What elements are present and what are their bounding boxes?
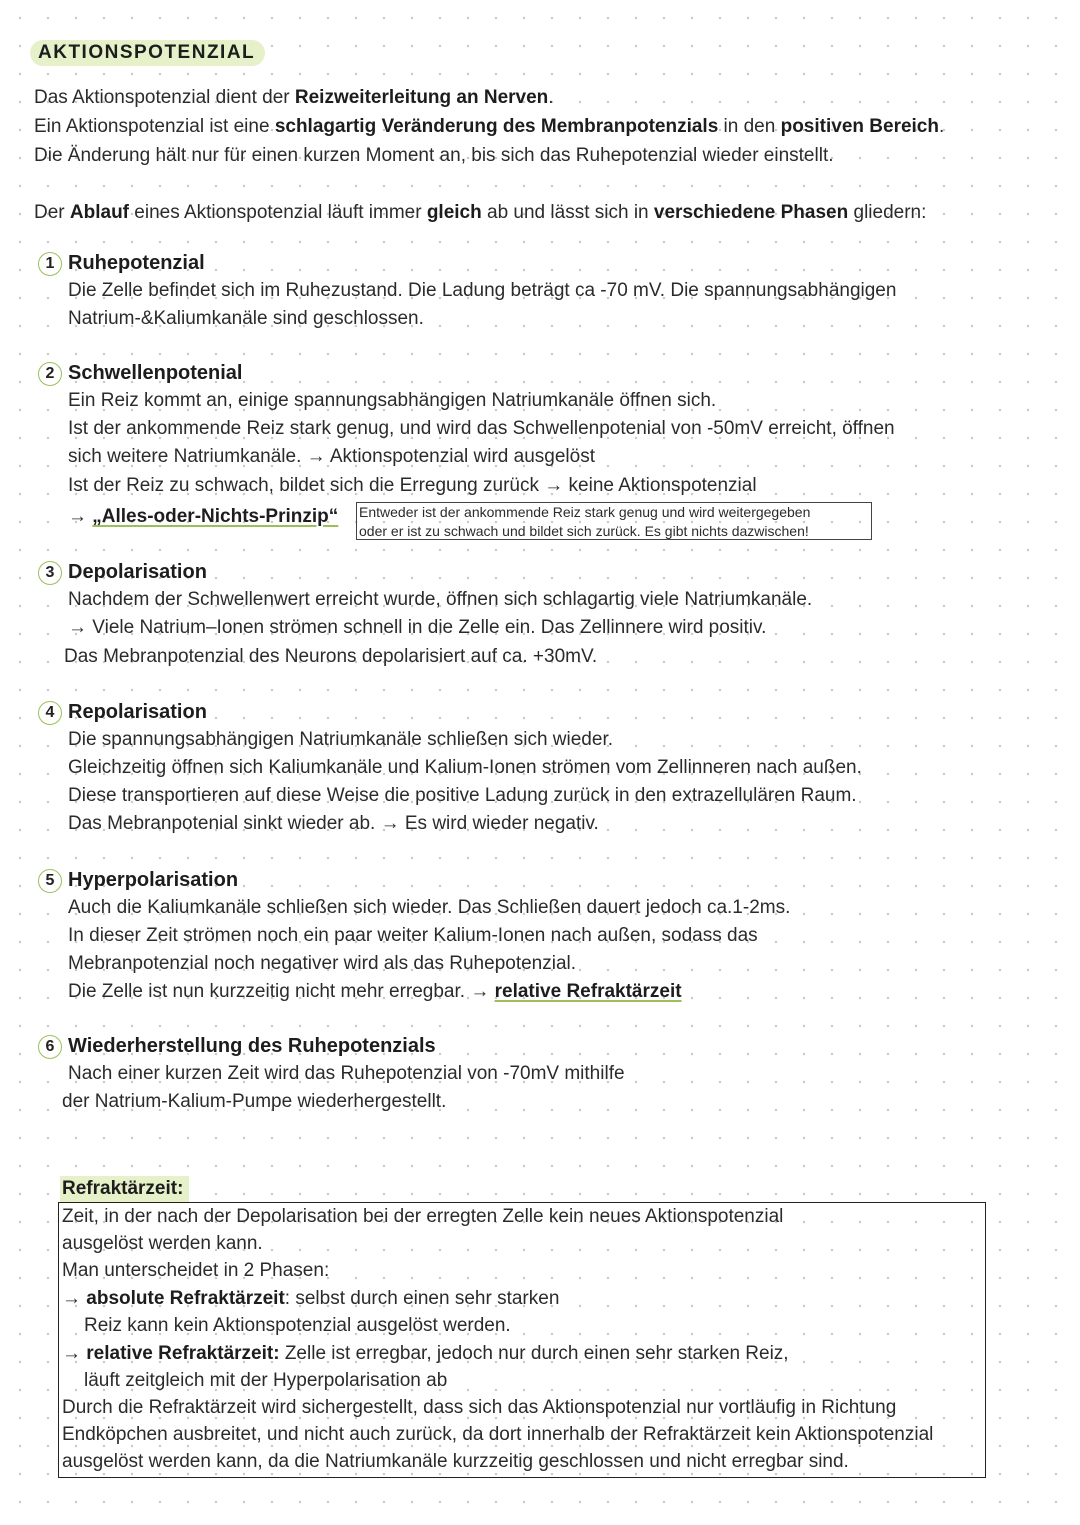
arrow-icon: → [68, 506, 93, 527]
text: . [548, 87, 554, 108]
text: Das Aktionspotenzial dient der [34, 87, 295, 108]
phase-line: In dieser Zeit strömen noch ein paar weiter Kalium-Ionen nach außen, sodass das [68, 925, 758, 946]
phase-title: Schwellenpotenial [68, 362, 243, 384]
text: in den [718, 116, 781, 137]
principle-term: „Alles-oder-Nichts-Prinzip“ [92, 506, 339, 527]
phase-title: Wiederherstellung des Ruhepotenzials [68, 1035, 436, 1057]
text: Die Zelle ist nun kurzzeitig nicht mehr erregbar. → [68, 981, 495, 1002]
text: eines Aktionspotenzial läuft immer [129, 202, 427, 223]
emphasis: Ablauf [69, 202, 130, 223]
emphasis: schlagartig Veränderung des Membranpotenzials [274, 116, 719, 137]
emphasis: gleich [426, 202, 482, 223]
phase-number-badge: 2 [38, 362, 62, 386]
text: Ein Aktionspotenzial ist eine [34, 116, 275, 137]
phase-line: Diese transportieren auf diese Weise die positive Ladung zurück in den extrazellulären Raum. [68, 785, 857, 806]
emphasis: positiven Bereich [780, 116, 939, 137]
phase-number-badge: 4 [38, 701, 62, 725]
phase-line [68, 978, 682, 1006]
refractory-line: Durch die Refraktärzeit wird sichergestellt, dass sich das Aktionspotenzial nur vortläufig in Richtung [62, 1397, 897, 1418]
phase-line: Das Mebranpotenial sinkt wieder ab. → Es wird wieder negativ. [68, 813, 599, 834]
phase-number-badge: 5 [38, 869, 62, 893]
text: ab und lässt sich in [481, 202, 654, 223]
phase-line: Mebranpotenzial noch negativer wird als das Ruhepotenzial. [68, 953, 577, 974]
phase-title: Repolarisation [68, 701, 207, 723]
phase-line: Gleichzeitig öffnen sich Kaliumkanäle und Kalium-Ionen strömen vom Zellinneren nach außen. [68, 757, 862, 778]
phase-line: Die Zelle befindet sich im Ruhezustand. Die Ladung beträgt ca -70 mV. Die spannungsabhängigen [68, 280, 897, 301]
intro-line-2 [34, 113, 944, 141]
phase-number-badge: 3 [38, 561, 62, 585]
text: . [938, 116, 945, 137]
refractory-line: ausgelöst werden kann. [62, 1233, 263, 1254]
term: absolute Refraktärzeit [86, 1288, 285, 1309]
phase-line: Ist der ankommende Reiz stark genug, und wird das Schwellenpotenial von -50mV erreicht, öffnen [68, 418, 895, 439]
text: gliedern: [848, 202, 927, 223]
refractory-label: Refraktärzeit: [60, 1176, 189, 1202]
page-title: AKTIONSPOTENZIAL [30, 40, 265, 66]
refractory-line: Zeit, in der nach der Depolarisation bei der erregten Zelle kein neues Aktionspotenzial [62, 1206, 784, 1227]
refractory-line: ausgelöst werden kann, da die Natriumkanäle kurzzeitig geschlossen und nicht erregbar sind. [62, 1451, 849, 1472]
intro-line-1 [34, 84, 554, 112]
refractory-line: Reiz kann kein Aktionspotenzial ausgelöst werden. [84, 1315, 511, 1336]
refractory-line: läuft zeitgleich mit der Hyperpolarisation ab [84, 1370, 448, 1391]
note-line: Entweder ist der ankommende Reiz stark genug und wird weitergegeben [359, 504, 811, 520]
intro-line-3: Die Änderung hält nur für einen kurzen Moment an, bis sich das Ruhepotenzial wieder einstellt. [34, 145, 834, 166]
phase-title: Ruhepotenzial [68, 252, 205, 274]
phase-line: Die spannungsabhängigen Natriumkanäle schließen sich wieder. [68, 729, 613, 750]
phase-line: Nach einer kurzen Zeit wird das Ruhepotenzial von -70mV mithilfe [68, 1063, 625, 1084]
arrow-icon: → [62, 1288, 87, 1309]
phase-line: Natrium-&Kaliumkanäle sind geschlossen. [68, 308, 424, 329]
phase-number-badge: 1 [38, 252, 62, 276]
refractory-link: relative Refraktärzeit [494, 981, 682, 1002]
phase-title: Hyperpolarisation [68, 869, 239, 891]
refractory-line [62, 1285, 559, 1313]
refractory-line: Man unterscheidet in 2 Phasen: [62, 1260, 330, 1281]
phase-line: → Viele Natrium–Ionen strömen schnell in die Zelle ein. Das Zellinnere wird positiv. [68, 617, 767, 638]
text: : selbst durch einen sehr starken [284, 1288, 560, 1309]
phase-line: Ist der Reiz zu schwach, bildet sich die Erregung zurück → keine Aktionspotenzial [68, 475, 757, 496]
principle-note-box [356, 502, 872, 540]
text: Der [34, 202, 70, 223]
arrow-icon: → [62, 1343, 87, 1364]
phase-line: Nachdem der Schwellenwert erreicht wurde, öffnen sich schlagartig viele Natriumkanäle. [68, 589, 813, 610]
phase-number-badge: 6 [38, 1035, 62, 1059]
refractory-line: Endköpchen ausbreitet, und nicht auch zurück, da dort innerhalb der Refraktärzeit kein Aktionspotenzial [62, 1424, 934, 1445]
text: Zelle ist erregbar, jedoch nur durch einen sehr starken Reiz, [279, 1343, 789, 1364]
phase-line: Das Mebranpotenzial des Neurons depolarisiert auf ca. +30mV. [64, 646, 598, 667]
refractory-line [62, 1340, 789, 1368]
emphasis: Reizweiterleitung an Nerven [294, 87, 549, 108]
note-line: oder er ist zu schwach und bildet sich zurück. Es gibt nichts dazwischen! [359, 523, 809, 539]
principle-line [68, 503, 338, 531]
phase-title: Depolarisation [68, 561, 207, 583]
emphasis: verschiedene Phasen [653, 202, 849, 223]
phase-line: der Natrium-Kalium-Pumpe wiederhergestellt. [62, 1091, 447, 1112]
term: relative Refraktärzeit: [86, 1343, 280, 1364]
intro-line-4 [34, 199, 926, 227]
phase-line: Ein Reiz kommt an, einige spannungsabhängigen Natriumkanäle öffnen sich. [68, 390, 717, 411]
phase-line: sich weitere Natriumkanäle. → Aktionspotenzial wird ausgelöst [68, 446, 595, 467]
phase-line: Auch die Kaliumkanäle schließen sich wieder. Das Schließen dauert jedoch ca.1-2ms. [68, 897, 791, 918]
